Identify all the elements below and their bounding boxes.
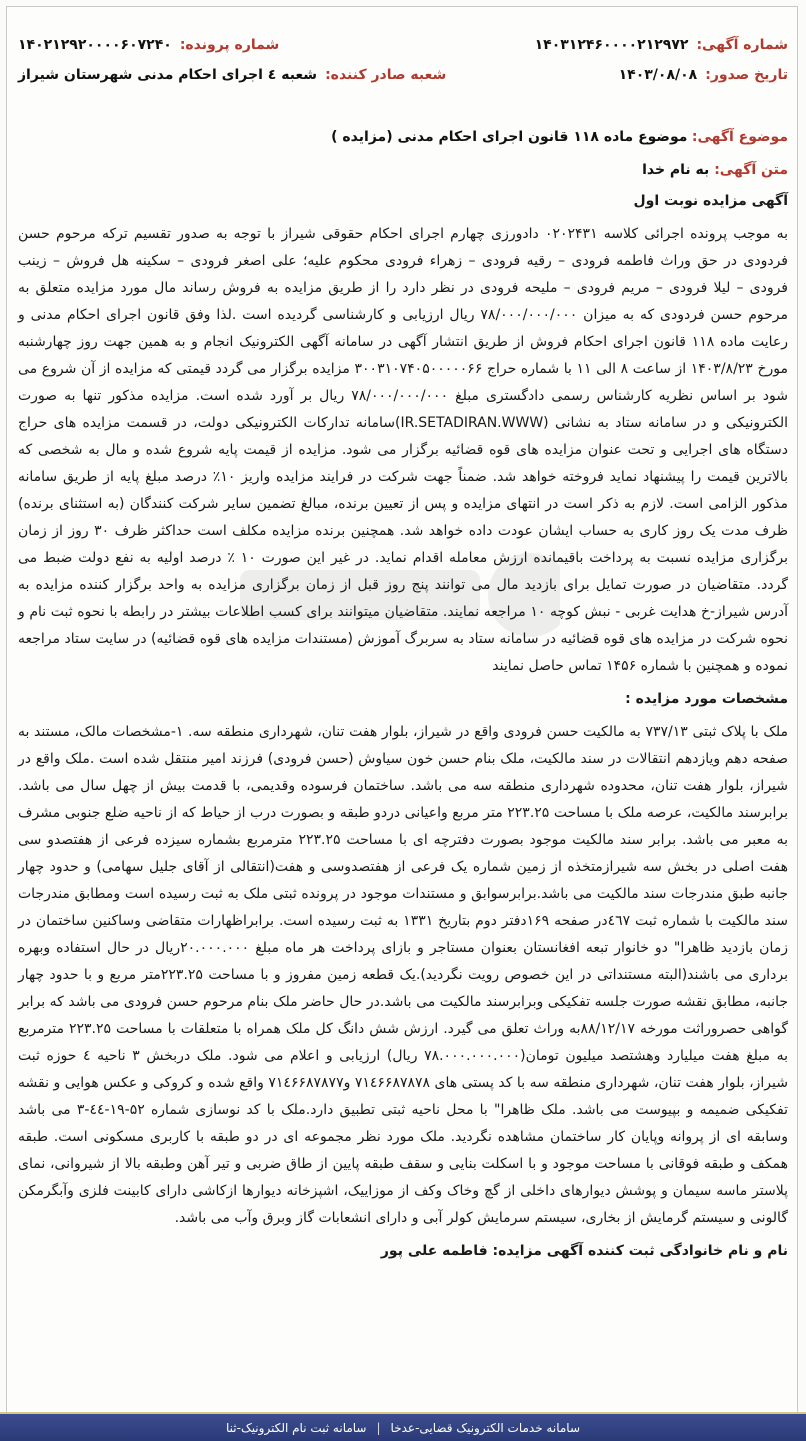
text-row <box>18 157 788 184</box>
subject-label: موضوع آگهی: <box>691 129 788 145</box>
ad-header <box>18 30 788 90</box>
file-number <box>18 37 279 53</box>
footer-bar <box>0 1412 806 1441</box>
footer-link-sana[interactable]: سامانه ثبت نام الکترونیک-ثنا <box>226 1420 367 1435</box>
issue-date-label: تاریخ صدور: <box>705 67 788 83</box>
issuer-value: شعبه ٤ اجرای احکام مدنی شهرستان شیراز <box>18 67 318 83</box>
registrar-name: نام و نام خانوادگی ثبت کننده آگهی مزایده: فاطمه علی پور <box>380 1243 788 1259</box>
subject-row <box>18 124 788 151</box>
ad-number-value: ۱۴۰۳۱۲۴۶۰۰۰۰۲۱۲۹۷۲ <box>534 37 689 53</box>
subject-value: موضوع ماده ۱۱۸ قانون اجرای احکام مدنی (مزایده ) <box>331 129 688 145</box>
issuer <box>18 67 446 83</box>
footer-link-adliran[interactable]: سامانه خدمات الکترونیک قضایی-عدخا <box>390 1420 580 1435</box>
footer-separator: | <box>376 1420 381 1435</box>
specs-heading: مشخصات مورد مزایده : <box>625 691 788 707</box>
ad-number <box>535 37 788 53</box>
text-label: متن آگهی: <box>714 162 788 178</box>
issue-date-value: ۱۴۰۳/۰۸/۰۸ <box>618 67 698 83</box>
ad-number-label: شماره آگهی: <box>696 37 788 53</box>
file-number-value: ۱۴۰۲۱۲۹۲۰۰۰۰۶۰۷۲۴۰ <box>18 37 172 53</box>
text-start: به نام خدا <box>642 162 710 178</box>
ad-title: آگهی مزایده نوبت اول <box>633 193 788 209</box>
ad-content <box>18 118 788 1271</box>
auction-paragraph: به موجب پرونده اجرائی کلاسه ۰۲۰۲۴۳۱ دادورزی چهارم اجرای احکام حقوقی شیراز با توجه به صدور تقسیم ترکه مرحوم حسن فردودی در حق وراث فاطمه فرودی – رقیه فرودی – زهراء فرودی محکوم علیه؛ علی اصغر فرودی – سکینه هل فروش – زینب فرودی – لیلا فرودی – مریم فرودی – ملیحه فرودی در نظر دارد را از طریق مزایده به فروش رساند مال مورد مزایده متعلق به مرحوم حسن فردودی که به میزان ۷۸/۰۰۰/۰۰۰/۰۰۰ ریال ارزیابی و کارشناسی گردیده است .لذا وفق قانون اجرای احکام مدنی و رعایت ماده ۱۱۸ قانون اجرای احکام فروش از طریق انتشار آگهی در سامانه آگهی الکترونیک انجام و به همین جهت روز چهارشنبه مورخ ۱۴۰۳/۸/۲۳ از ساعت ۸ الی ۱۱ با شماره حراج ۳۰۰۳۱۰۷۴۰۵۰۰۰۰۰۶۶ مزایده برگزار می گردد قیمتی که مزایده از آن شروع می شود بر اساس نظریه کارشناس رسمی دادگستری مبلغ ۷۸/۰۰۰/۰۰۰/۰۰۰ ریال بر آورد شده است. مزایده مذکور تنها به صورت الکترونیکی و در سامانه ستاد به نشانی (IR.SETADIRAN.WWW)سامانه تدارکات الکترونیکی دولت، در قسمت مزایده های حراج دستگاه های اجرایی و تحت عنوان مزایده های قوه قضائیه برگزار می شود. مزایده از قیمت پایه شروع شده و مال به شخصی که بالاترین قیمت را پیشنهاد نماید فروخته خواهد شد. ضمناً جهت شرکت در فرایند مزایده واریز ۱۰٪ درصد مبلغ پایه از طریق سامانه مذکور الزامی است. لازم به ذکر است در انتهای مزایده و پس از تعیین برنده، مبالغ تضمین سایر شرکت کنندگان (به استثنای برنده) ظرف مدت یک روز کاری به حساب ایشان عودت داده خواهد شد. همچنین برنده مزایده مکلف است حداکثر ظرف ۳۰ روز از زمان برگزاری مزایده نسبت به پرداخت باقیمانده ارزش معامله اقدام نماید. در غیر این صورت ۱۰ ٪ درصد اولیه به نفع دولت ضبط می گردد. متقاضیان در صورت تمایل برای بازدید مال می توانند پنج روز قبل از زمان برگزاری مزایده به واحد برگزار کننده مزایده به آدرس شیراز-خ هدایت غربی - نبش کوچه ۱۰ مراجعه نمایند. متقاضیان میتوانند برای کسب اطلاعات بیشتر در رابطه با نحوه ثبت نام و نحوه شرکت در مزایده های قوه قضائیه در سامانه ستاد به سربرگ آموزش (مستندات مزایده های قوه قضائیه) در سایت ستاد مراجعه نموده و همچنین با شماره ۱۴۵۶ تماس حاصل نمایند <box>18 226 789 674</box>
issuer-label: شعبه صادر کننده: <box>325 67 447 83</box>
file-number-label: شماره پرونده: <box>179 37 280 53</box>
specs-paragraph: ملک با پلاک ثبتی ۷۳۷/۱۳ به مالکیت حسن فرودی واقع در شیراز، بلوار هفت تنان، شهرداری منطقه سه. ۱-مشخصات مالک، مستند به صفحه دهم ویازدهم انتقالات در سند مالکیت، ملک بنام حسن خون سیاوش (حسن فرودی) فرزند امیر منتقل شده است .ملک واقع در شیراز، بلوار هفت تنان، محدوده شهرداری منطقه سه می باشد. ساختمان فرسوده وقدیمی، با قدمت بیش از چهل سال می باشد. برابرسند مالکیت، عرصه ملک با مساحت ۲۲۳.۲۵ متر مربع واعیانی دردو طبقه و بصورت درب از حیاط که از ناحیه ضلع جنوبی مشرف به معبر می باشد. برابر سند مالکیت موجود بصورت دفترچه ای با مساحت ۲۲۳.۲۵ مترمربع بشماره سیزده فرعی از هفتصدو سی هفت اصلی در بخش سه شیرازمتخذه از زمین شماره یک فرعی از هفتصدوسی و هفت(انتقالی از آقای جلیل سهامی) و حدود چهار جانبه طبق مندرجات سند مالکیت می باشد.برابرسوابق و مستندات موجود در پرونده ثبتی ملک به ثبت رسیده است ومطابق مندرجات سند مالکیت با شماره ثبت ٤٦٧در صفحه ۱۶۹دفتر دوم بتاریخ ۱۳۳۱ به ثبت رسیده است. برابراظهارات متقاضی وساکنین ساختمان در زمان بازدید ظاهرا" دو خانوار تبعه افغانستان بعنوان مستاجر و بازای پرداخت هر ماه مبلغ ۲۰.۰۰۰.۰۰۰ریال در حال استفاده وبهره برداری می باشند(البته مستنداتی در این خصوص رویت نگردید).یک قطعه زمین مفروز و با مساحت ۲۲۳.۲۵متر مربع و با حدود چهار جانبه، مطابق نقشه صورت جلسه تفکیکی وبرابرسند مالکیت می باشد.در حال حاضر ملک بنام مرحوم حسن فرودی می باشد که برابر گواهی حصروراثت مورخه ۸۸/۱۲/۱۷به وراث تعلق می گیرد. ارزش شش دانگ کل ملک همراه با متعلقات با مساحت ۲۲۳.۲۵ مترمربع به مبلغ هفت میلیارد وهشتصد میلیون تومان(۷۸.۰۰۰.۰۰۰.۰۰۰ ریال) ارزیابی و اعلام می شود. ملک دربخش ۳ ناحیه ٤ حوزه ثبت شیراز، بلوار هفت تنان، شهرداری منطقه سه با کد پستی های ۷۱٤۶۶۸۷۸۷۸ و۷۱٤۶۶۸۷۸۷۷ واقع شده و کروکی و عکس هوایی و نقشه تفکیکی ضمیمه و بپیوست می باشد. ملک ظاهرا" با محل ناحیه ثبتی تطبیق دارد.ملک با کد نوسازی شماره ۵۲-۱۹-٤٤-۳ می باشد وسابقه ای از پروانه وپایان کار ساختمان مشاهده نگردید. ملک مورد نظر مجموعه ای در دو طبقه با کاربری مسکونی است. طبقه همکف و طبقه فوقانی با مساحت موجود و با اسکلت بنایی و سقف طبقه پایین از طاق ضربی و تیر آهن وطبقه بالا از شیروانی، نمای پلاستر ماسه سیمان و پوشش دیوارهای داخلی از گچ وخاک وکف از موزاییک، اشپزخانه دیوارها ازکاشی دارای کابینت فلزی وآبگرمکن گالونی و سیستم گرمایش از بخاری، سیستم سرمایش کولر آبی و دارای انشعابات گاز وبرق وآب می باشد. <box>18 724 789 1226</box>
issue-date <box>619 67 788 83</box>
